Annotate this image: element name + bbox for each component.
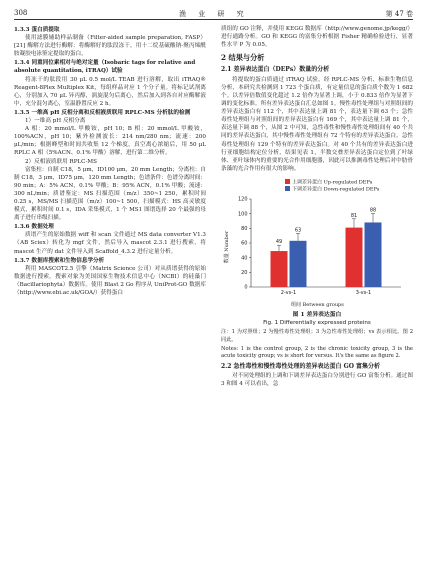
paragraph: 将冻干的肽段用 30 μL 0.5 mol/L TEAB 进行溶解，取出 iTRAQ® Reagent-8Plex Multiplex Kit，每组样品对应 1 个分子量。将标记试剂离心，分别加入 70 μL 异丙醇，涡旋混匀后离心，然后加入到各自对应酶解液中，充分混匀离心，室温静置反应 2 h。 (14, 76, 206, 107)
paragraph: 质组的 GO 注释，并使用 KEGG 数据库（http://www.genome.jp/kegg/）进行通路分析。GO 和 KEGG 的富集分析根据 Fisher 精确检验进行，显著性水平 P 为 0.05。 (221, 26, 413, 49)
paragraph: 对不同处理组的上调和下调差异表达蛋白分别进行 GO 富集分析。通过图 3 和图 4 可以看出，急 (221, 373, 413, 388)
legend-label-down: 下调差异蛋白 Down-regulated DEPs (292, 186, 380, 193)
x-tick-label: 3-vs-1 (355, 289, 372, 296)
y-tick-label: 120 (237, 196, 248, 203)
subsection-heading: 1.3.6 数据处理 (14, 224, 54, 231)
paragraph: 2）反相液质联用 RPLC-MS (25, 158, 97, 165)
y-tick-label: 60 (241, 240, 248, 247)
legend-label-up: 上调差异蛋白 Up-regulated DEPs (292, 179, 373, 186)
subsection-heading: 1.3.3 蛋白质提取 (14, 27, 60, 33)
paragraph: 使用滤膜辅助样品制备（Filter-aided sample preparation, FASP）[21] 酶解方法进行酶解：将酶解好的肽段冻干，用十二烷基硫酸钠-聚丙烯酰胺凝胶电泳鉴定提取的蛋白。 (14, 35, 206, 58)
section-heading-go: 2.2 急性毒性和慢性毒性处理的差异表达蛋白 GO 富集分析 (221, 362, 381, 370)
legend-swatch-down (285, 186, 290, 191)
y-tick-label: 20 (241, 269, 248, 276)
x-tick-label: 2-vs-1 (280, 289, 297, 296)
page-header (14, 7, 413, 20)
legend-item-up (285, 179, 379, 187)
bar-down (290, 241, 307, 287)
legend-swatch-up (285, 179, 290, 184)
paragraph: 质谱产生的原始数据 wiff 和 scan 文件通过 MS data converter V1.3（AB Sciex）转化为 mgf 文件，然后导入 mascot 2.3.1 进行搜索，将 mascot 生产的 dat 文件导入到 Scaffold_4.3.2 进行定量分析。 (14, 232, 206, 255)
chart-xlabel: 组间 Between groups (291, 301, 344, 308)
chart-legend (285, 179, 379, 194)
chart-ylabel: 数量 Number (223, 230, 230, 264)
data-label: 88 (369, 207, 377, 214)
figure-caption-cn: 图 1 差异表达蛋白 (292, 311, 342, 318)
data-label: 63 (294, 227, 302, 234)
paragraph: 富集柱：自制 C18，5 μm，ID100 μm，20 mm Length；分离柱：自制 C18，3 μm，ID75 μm，120 mm Length；色谱条件：色谱分离时间：90 min；A：5% ACN，0.1% 甲酸；B：95% ACN，0.1% 甲酸；流速：300 nL/min；质谱鉴定：MS 扫描范围（m/z）350~1 250，累积时间 0.25 s，MS/MS 扫描范围（m/z）100~1 500，扫描模式：HS 高灵敏度模式，累积时间 0.1 s，IDA 采集模式，1 个 MS1 图谱选择 20 个最强的母离子进行串级扫描。 (14, 166, 206, 222)
bar-down (365, 222, 382, 287)
legend-item-down (285, 186, 379, 194)
paragraph: 1）一维高 pH 反相分离 (25, 118, 86, 125)
y-tick-label: 100 (237, 211, 248, 218)
y-tick-label: 80 (241, 225, 248, 232)
left-column (14, 25, 206, 297)
y-tick-label: 40 (241, 255, 248, 262)
page-number: 308 (14, 9, 28, 17)
subsection-heading: 1.3.7 数据库搜索和生物信息学分析 (14, 257, 105, 264)
section-heading-results: 2 结果与分析 (221, 53, 265, 63)
right-bottom-text (221, 372, 413, 388)
figure-note-en: Notes: 1 is the control group, 2 is the chronic toxicity group, 3 is the acute toxicity group; vs is short for versus. It's the same as figure 2. (221, 345, 413, 360)
bar-up (271, 251, 288, 287)
subsection-heading: 1.3.4 同重同位素相对与绝对定量（Isobaric tags for relative and absolute quantitation, iTRAQ）试验 (14, 60, 196, 75)
figure-note-cn: 注：1 为对照组；2 为慢性毒性处理组；3 为急性毒性处理组；vs 表示相比。图 2 同此。 (221, 329, 413, 343)
right-column (221, 25, 413, 388)
section-heading-deps: 2.1 差异表达蛋白（DEPs）数量的分析 (221, 66, 330, 74)
y-tick-label: 0 (244, 284, 248, 291)
paragraph: A 相：20 mmol/L 甲酸铵，pH 10；B 相：20 mmol/L 甲酸铵，100%ACN，pH 10；紫外检测波长：214 nm/280 nm；流速：200 μL/min；根据峰型和时间共收集 12 个梯度，真空离心浓缩后，用 50 μL RPLC A 相（5%ACN、0.1% 甲酸）溶解，进行第二维分析。 (14, 126, 206, 157)
paragraph: 将提取的蛋白质通过 iTRAQ 试验，经 RPLC-MS 分析、标准生物信息分析，本研究共检测到 1 723 个蛋白质，有定量信息的蛋白质个数为 1 682 个。以差异倍数值变化超过 1.2 倍作为显著上调，小于 0.833 倍作为显著下调的变化标准。所有差异表达蛋白汇总如图 1。慢性毒性处理组与对照组间的差异表达蛋白有 112 个，其中表达量上调 81 个，表达量下调 63 个；急性毒性处理组与对照组间的差异表达蛋白有 169 个，其中表达量上调 81 个，表达量下调 88 个，从图 2 中可知，急性毒性和慢性毒性处理组间有 40 个共同的差异表达蛋白，其中慢性毒性处理组有 72 个特有的差异表达蛋白，急性毒性处理组有 129 个特有的差异表达蛋白。对 40 个共有的差异表达蛋白进行亚细胞结构定位分析，结果见表 1，半数交叠差异表达蛋白定位到了叶绿体、亚叶绿体内的重要的光合作用细胞器，因此可以推测毒性处理后对中肋骨条藻的光合作用有很大的影响。 (221, 76, 413, 172)
right-mid-text (221, 76, 413, 173)
bar-up (346, 228, 363, 287)
deps-bar-chart (221, 177, 413, 309)
data-label: 49 (275, 239, 283, 246)
figure-caption-en: Fig. 1 Differentially expressed proteins (263, 320, 371, 326)
subsection-heading: 1.3.5 一维高 pH 反相分离和反相液质联用 RPLC-MS 分析肽的检测 (14, 109, 191, 116)
chart-ylabel-wrap (221, 219, 231, 279)
data-label: 81 (350, 212, 358, 219)
right-top-text (221, 25, 413, 49)
volume-label: 第 47 卷 (385, 10, 413, 18)
paragraph: 利用 MASCOT2.5 引擎（Matrix Science 公司）对从质谱获得的原始数据进行搜索。搜索对象为美国国家生物技术信息中心（NCBI）的硅藻门（Bacillariophyta）数据库。使用 Blast 2 Go 程序从 UniProt-GO 数据库（http://www.ebi.ac.uk/GOA/）获得蛋白 (14, 265, 206, 296)
chart-svg (221, 177, 413, 301)
journal-title: 渔 业 研 究 (179, 10, 249, 18)
